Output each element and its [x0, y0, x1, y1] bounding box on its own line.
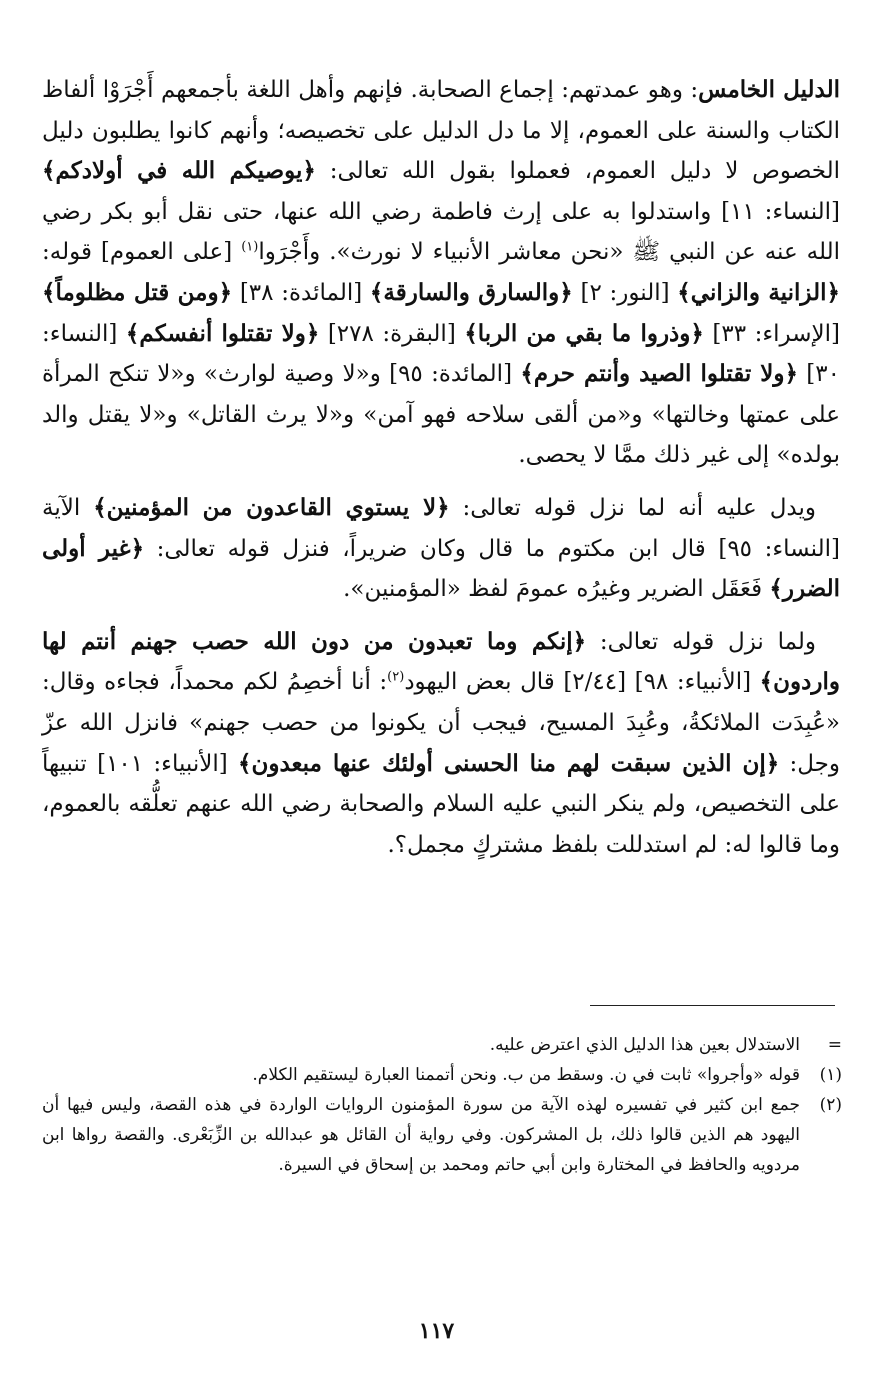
text-run: [المائدة: ٩٥] و«لا وصية لوارث» و«لا تنكح المرأة على عمتها وخالتها» و«من ألقى سلاحه فهو آمن» و«لا يرث القاتل» و«لا يقتل والد بولده» إلى غير ذلك ممَّا لا يحصى.	[42, 361, 840, 469]
footnote-ref: (١)	[241, 239, 259, 255]
quran-quote: ﴿إن الذين سبقت لهم منا الحسنى أولئك عنها مبعدون﴾	[237, 749, 780, 777]
quran-quote: ﴿يوصيكم الله في أولادكم﴾	[42, 157, 316, 185]
quran-quote: ﴿لا يستوي القاعدون من المؤمنين﴾	[93, 493, 450, 521]
quran-quote: ﴿وذروا ما بقي من الربا﴾	[464, 319, 704, 347]
text-run: ولما نزل قوله تعالى:	[586, 628, 816, 655]
page-number: ١١٧	[418, 1318, 455, 1344]
footnote-marker: (١)	[819, 1065, 842, 1085]
quran-quote: ﴿غير أولى الضرر﴾	[42, 534, 840, 603]
text-run: [النور: ٢]	[572, 279, 678, 306]
text-run: [الأنبياء: ٩٨] [٢/٤٤] قال بعض اليهود	[404, 669, 760, 696]
text-run: الآية [النساء: ٩٥] قال ابن مكتوم ما قال وكان ضريراً، فنزل قوله تعالى:	[42, 494, 840, 562]
footnote-text: جمع ابن كثير في تفسيره لهذه الآية من سورة المؤمنون الروايات الواردة في هذه القصة، وليس فيها أن اليهود هم الذين قالوا ذلك، بل المشركون. وفي رواية أن القائل هو عبدالله بن الزِّبَعْرى. والقصة رواها ابن مردويه والحافظ في المختارة وابن أبي حاتم ومحمد بن إسحاق في السيرة.	[42, 1095, 800, 1175]
footnote-marker: (٢)	[819, 1095, 842, 1115]
footnote-ref: (٢)	[387, 669, 405, 685]
footnote-text: الاستدلال بعين هذا الدليل الذي اعترض عليه.	[489, 1035, 800, 1055]
footnotes	[42, 1030, 842, 1180]
quran-quote: ﴿ولا تقتلوا الصيد وأنتم حرم﴾	[520, 360, 798, 388]
paragraph-3	[42, 622, 840, 866]
text-run: [البقرة: ٢٧٨]	[319, 320, 465, 347]
quran-quote: الدليل الخامس	[698, 76, 840, 103]
footnote-divider	[590, 1005, 835, 1006]
quran-quote: ﴿ومن قتل مظلوماً﴾	[42, 278, 233, 306]
text-run: ويدل عليه أنه لما نزل قوله تعالى:	[449, 494, 817, 521]
footnote-text: قوله «وأجروا» ثابت في ن. وسقط من ب. ونحن أتممنا العبارة ليستقيم الكلام.	[252, 1065, 800, 1085]
quran-quote: ﴿إنكم وما تعبدون من دون الله حصب جهنم أنتم لها واردون﴾	[42, 627, 840, 696]
main-text	[42, 70, 840, 877]
footnote-2	[42, 1090, 842, 1180]
text-run: [الأنبياء: ١٠١] تنبيهاً على التخصيص، ولم ينكر النبي عليه السلام والصحابة رضي الله عنهم تعلُّقه بالعموم، وما قالوا له: لم استدللت بلفظ مشتركٍ مجمل؟.	[42, 750, 840, 858]
text-run: [على العموم] قوله:	[42, 239, 242, 266]
text-run: : أنا أخصِمُ لكم محمداً، فجاءه وقال: «عُبِدَت الملائكةُ، وعُبِدَ المسيح، فيجب أن يكونوا من حصب جهنم» فانزل الله عزّ وجل:	[42, 669, 840, 777]
footnote-continued	[42, 1030, 842, 1060]
text-run: فَعَقَل الضرير وغيرُه عمومَ لفظ «المؤمنين».	[343, 576, 770, 603]
quran-quote: ﴿الزانية والزاني﴾	[677, 278, 840, 306]
paragraph-2	[42, 488, 840, 610]
text-run: [المائدة: ٣٨]	[232, 279, 370, 306]
quran-quote: ﴿ولا تقتلوا أنفسكم﴾	[125, 319, 320, 347]
text-run: [النساء: ١١] واستدلوا به على إرث فاطمة رضي الله عنها، حتى نقل أبو بكر رضي الله عنه عن النبي ﷺ «نحن معاشر الأنبياء لا نورث». وأَجْرَوا	[42, 198, 841, 266]
footnote-marker: =	[827, 1035, 842, 1055]
text-run: [النساء: ٣٠]	[42, 320, 840, 388]
quran-quote: ﴿والسارق والسارقة﴾	[369, 278, 573, 306]
text-run: [الإسراء: ٣٣]	[703, 320, 840, 347]
text-run: : وهو عمدتهم: إجماع الصحابة. فإنهم وأهل اللغة بأجمعهم أَجْرَوْا ألفاظ الكتاب والسنة على العموم، إلا ما دل الدليل على تخصيصه؛ وأنهم كانوا يطلبون دليل الخصوص لا دليل العموم، فعملوا بقول الله تعالى:	[42, 77, 841, 185]
footnote-1	[42, 1060, 842, 1090]
paragraph-1	[42, 70, 840, 476]
